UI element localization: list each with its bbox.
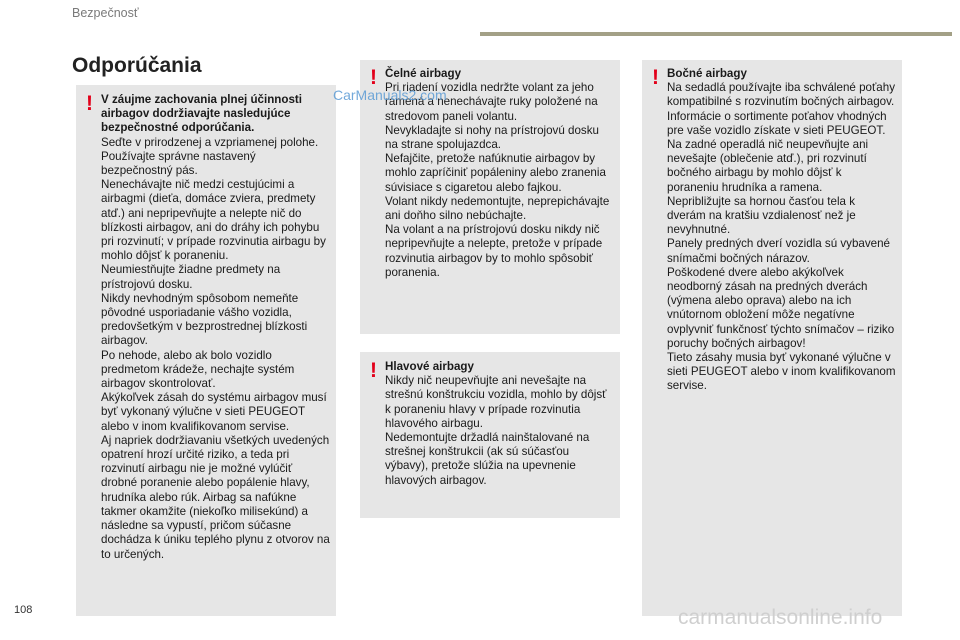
- paragraph: Nenechávajte nič medzi cestujúcimi a airbagmi (dieťa, domáce zviera, predmety atď.) ani nepripevňujte a nelepte nič do blízkosti airbagov, ani do dráhy ich pohybu pri rozvinutí; v prípade rozvinutia airbagu by mohlo dôjsť k poraneniu.: [101, 178, 326, 263]
- warning-box-heading: Bočné airbagy: [667, 67, 747, 80]
- paragraph: Poškodené dvere alebo akýkoľvek neodborný zásah na predných dverách (výmena alebo oprava) alebo na ich vnútornom obložení môže negatívne ovplyvniť funkčnosť týchto snímačov – riziko poruchy bočných airbagov!: [667, 265, 895, 350]
- watermark: carmanualsonline.info: [678, 606, 883, 629]
- page-title: Odporúčania: [72, 54, 202, 77]
- paragraph: Akýkoľvek zásah do systému airbagov musí byť vykonaný výlučne v sieti PEUGEOT alebo v inom kvalifikovanom servise.: [101, 391, 327, 433]
- paragraph: Tieto zásahy musia byť vykonané výlučne v sieti PEUGEOT alebo v inom kvalifikovanom servise.: [667, 351, 896, 393]
- paragraph: Aj napriek dodržiavaniu všetkých uvedených opatrení hrozí určité riziko, a teda pri rozvinutí airbagu nie je možné vylúčiť drobné poranenie alebo popálenie hlavy, hrudníka alebo rúk. Airbag sa nafúkne takmer okamžite (niekoľko milisekúnd) a následne sa vypustí, pričom súčasne dochádza k úniku teplého plynu z otvorov na to určených.: [101, 433, 330, 561]
- paragraph: Nikdy nič neupevňujte ani nevešajte na strešnú konštrukciu vozidla, mohlo by dôjsť k poraneniu hlavy v prípade rozvinutia hlavového airbagu.: [385, 374, 607, 430]
- paragraph: Nikdy nevhodným spôsobom nemeňte pôvodné usporiadanie vášho vozidla, predovšetkým v bezprostrednej blízkosti airbagov.: [101, 291, 308, 348]
- warning-icon: !: [370, 359, 377, 382]
- paragraph: Panely predných dverí vozidla sú vybavené snímačmi bočných nárazov.: [667, 237, 890, 265]
- warning-box-content: [385, 360, 614, 488]
- warning-box-content: [101, 93, 330, 562]
- paragraph: Seďte v prirodzenej a vzpriamenej polohe.: [101, 135, 319, 149]
- paragraph: Používajte správne nastavený bezpečnostný pás.: [101, 149, 256, 178]
- paragraph: Na volant a na prístrojovú dosku nikdy nič nepripevňujte a nelepte, pretože v prípade rozvinutia airbagov by to mohlo spôsobiť poranenia.: [385, 223, 603, 279]
- warning-box-heading: Hlavové airbagy: [385, 360, 474, 373]
- header-rule: [480, 32, 952, 36]
- paragraph: Nevykladajte si nohy na prístrojovú dosku na strane spolujazdca.: [385, 123, 599, 152]
- warning-box-side-airbags: [642, 60, 902, 616]
- paragraph: Nepribližujte sa hornou časťou tela k dverám na kratšiu vzdialenosť než je nevyhnutné.: [667, 194, 856, 237]
- warning-box-head-airbags: [360, 352, 620, 518]
- warning-icon: !: [86, 92, 93, 115]
- page-number: 108: [14, 604, 33, 616]
- warning-box-content: [667, 67, 896, 394]
- warning-icon: !: [370, 66, 377, 89]
- warning-box-general: [76, 85, 336, 616]
- paragraph: Nefajčite, pretože nafúknutie airbagov by mohlo zapríčiniť popáleniny alebo zranenia súvisiace s cigaretou alebo fajkou.: [385, 152, 606, 194]
- warning-icon: !: [652, 66, 659, 89]
- paragraph: Na zadné operadlá nič neupevňujte ani nevešajte (oblečenie atď.), pri rozvinutí bočného airbagu by mohlo dôjsť k poraneniu hrudníka a ramena.: [667, 138, 869, 194]
- warning-box-heading: V záujme zachovania plnej účinnosti airbagov dodržiavajte nasledujúce bezpečnostné odporúčania.: [101, 93, 303, 135]
- paragraph: Volant nikdy nedemontujte, neprepichávajte ani doňho silno nebúchajte.: [385, 194, 610, 223]
- paragraph: Neumiestňujte žiadne predmety na prístrojovú dosku.: [101, 263, 281, 291]
- section-header: Bezpečnosť: [72, 6, 139, 20]
- paragraph: Nedemontujte držadlá nainštalované na strešnej konštrukcii (ak sú súčasťou výbavy), pretože slúžia na upevnenie hlavových airbagov.: [385, 431, 590, 487]
- watermark: CarManuals2.com: [333, 87, 447, 103]
- paragraph: Pri riadení vozidla nedržte volant za jeho ramená a nenechávajte ruky položené na stredovom paneli volantu.: [385, 81, 598, 123]
- warning-box-heading: Čelné airbagy: [385, 67, 462, 80]
- paragraph: Na sedadlá používajte iba schválené poťahy kompatibilné s rozvinutím bočných airbagov. Informácie o sortimente poťahov vhodných pre vaše vozidlo získate v sieti PEUGEOT.: [667, 81, 896, 137]
- paragraph: Po nehode, alebo ak bolo vozidlo predmetom krádeže, nechajte systém airbagov skontrolovať.: [101, 348, 295, 391]
